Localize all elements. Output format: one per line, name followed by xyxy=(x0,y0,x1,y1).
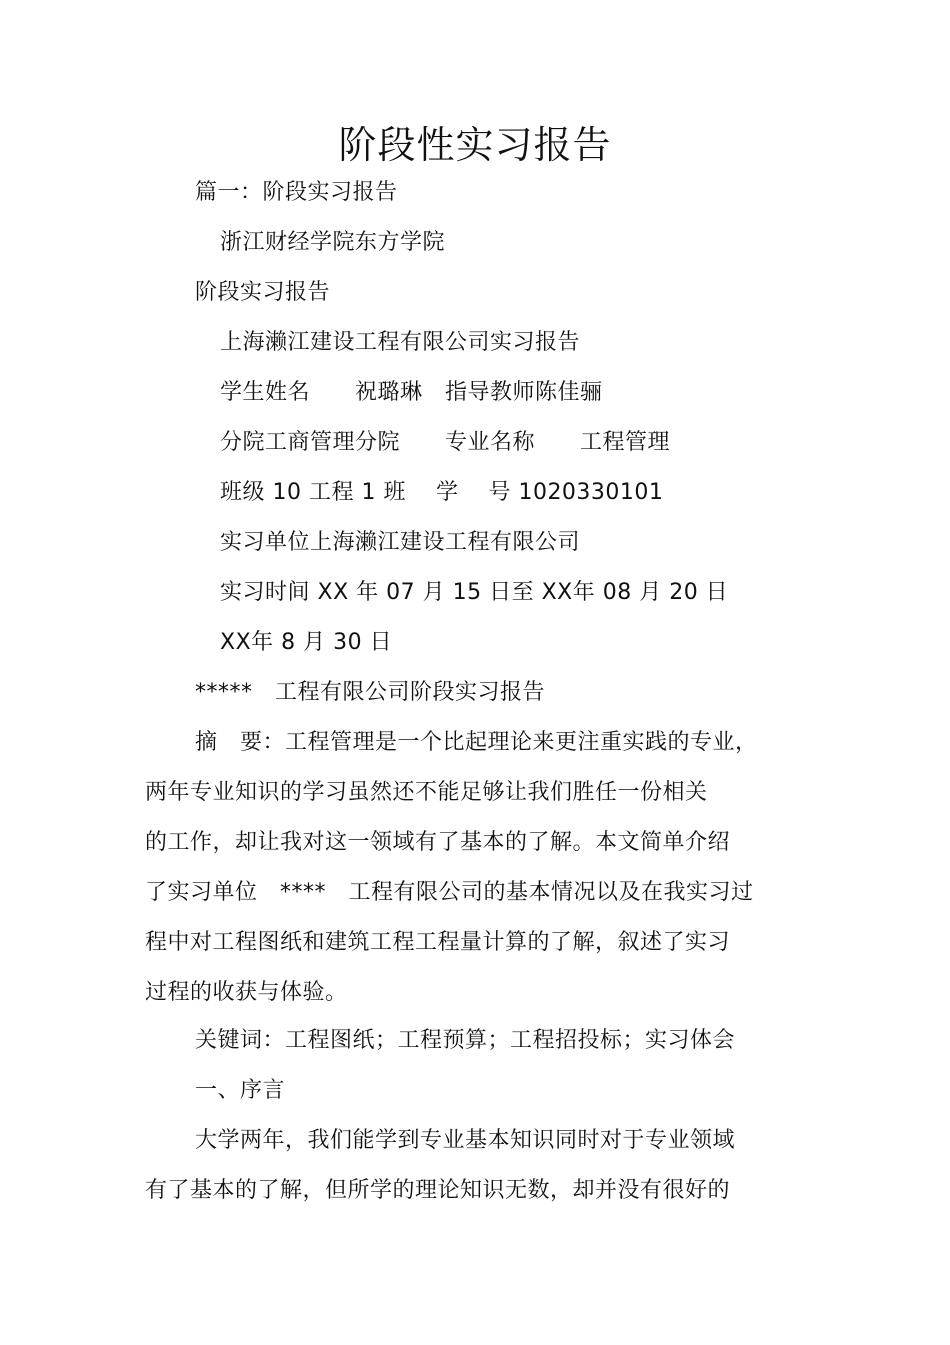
school-name: 浙江财经学院东方学院 xyxy=(220,230,446,255)
report-subtitle: 上海濑江建设工程有限公司实习报告 xyxy=(220,330,581,355)
report-type: 阶段实习报告 xyxy=(195,280,331,305)
department-info-line: 分院工商管理分院 专业名称 工程管理 xyxy=(220,430,671,455)
abstract-line: 摘 要：工程管理是一个比起理论来更注重实践的专业， xyxy=(195,730,758,755)
document-title: 阶段性实习报告 xyxy=(338,123,612,167)
student-info-line: 学生姓名 祝璐琳 指导教师陈佳骊 xyxy=(220,380,603,405)
body-paragraph-line: 有了基本的了解，但所学的理论知识无数，却并没有很好的 xyxy=(145,1178,731,1203)
class-info-line: 班级 10 工程 1 班 学 号 1020330101 xyxy=(220,480,664,505)
section-heading: 篇一：阶段实习报告 xyxy=(195,180,398,205)
abstract-line: 两年专业知识的学习虽然还不能足够让我们胜任一份相关 xyxy=(145,780,708,805)
abstract-line: 程中对工程图纸和建筑工程工程量计算的了解，叙述了实习 xyxy=(145,930,731,955)
report-heading-line: ***** 工程有限公司阶段实习报告 xyxy=(195,680,546,705)
internship-unit-line: 实习单位上海濑江建设工程有限公司 xyxy=(220,530,581,555)
abstract-line: 过程的收获与体验。 xyxy=(145,980,348,1005)
report-date-line: XX年 8 月 30 日 xyxy=(220,630,393,655)
abstract-line: 的工作，却让我对这一领域有了基本的了解。本文简单介绍 xyxy=(145,830,731,855)
keywords-line: 关键词：工程图纸；工程预算；工程招投标；实习体会 xyxy=(195,1028,736,1053)
abstract-line: 了实习单位 **** 工程有限公司的基本情况以及在我实习过 xyxy=(145,880,754,905)
chapter-heading: 一、序言 xyxy=(195,1078,286,1103)
body-paragraph-line: 大学两年，我们能学到专业基本知识同时对于专业领域 xyxy=(195,1128,736,1153)
internship-time-line: 实习时间 XX 年 07 月 15 日至 XX年 08 月 20 日 xyxy=(220,580,729,605)
